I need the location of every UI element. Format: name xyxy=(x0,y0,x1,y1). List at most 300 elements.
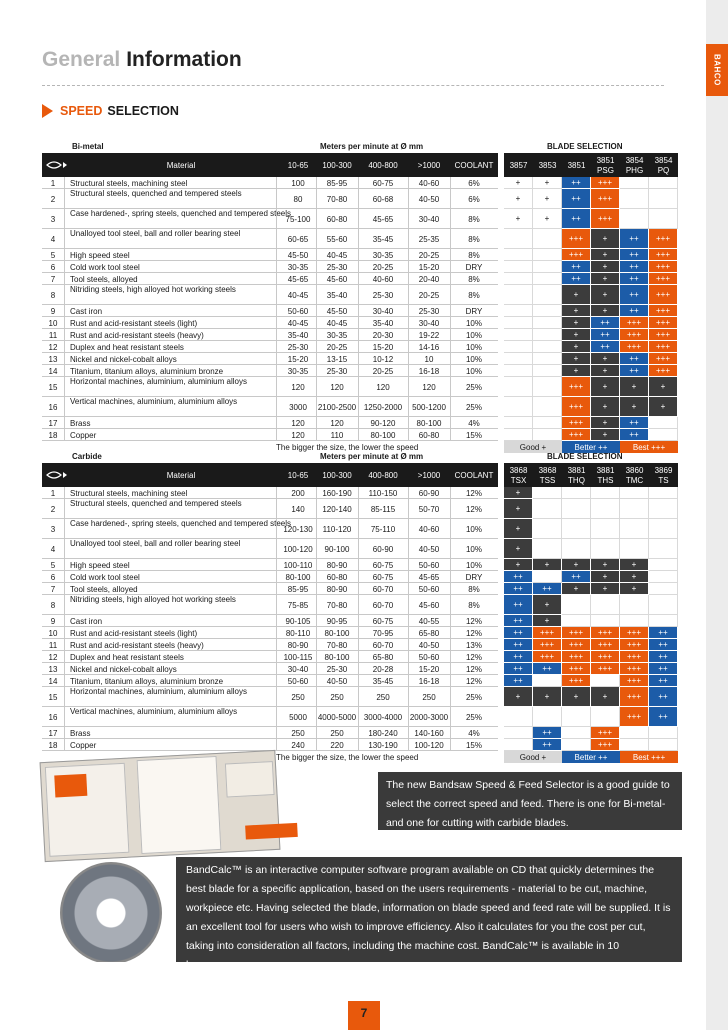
blade-rating-cell: +++ xyxy=(649,305,678,317)
row-number: 4 xyxy=(50,235,56,244)
material-name: Copper xyxy=(70,431,97,440)
col-separator xyxy=(358,727,359,738)
blade-rating-cell xyxy=(533,317,562,329)
blade-cells xyxy=(504,273,678,285)
col-separator xyxy=(450,377,451,396)
blade-rating-cell xyxy=(649,615,678,627)
title-bold: Information xyxy=(126,48,242,71)
speed-value: 8% xyxy=(468,601,480,610)
table-row xyxy=(42,417,682,429)
bimetal-header-row xyxy=(42,153,682,177)
blade-cells xyxy=(504,329,678,341)
speed-value: 2100-2500 xyxy=(317,403,357,412)
row-number: 14 xyxy=(48,367,58,376)
blade-rating-cell: ++ xyxy=(504,571,533,583)
blade-rating-cell xyxy=(533,249,562,261)
row-cells xyxy=(42,365,498,377)
blade-cells xyxy=(504,397,678,417)
blade-rating-cell: +++ xyxy=(649,365,678,377)
blade-rating-cell: + xyxy=(591,583,620,595)
speed-value: 1250-2000 xyxy=(363,403,403,412)
table-row xyxy=(42,365,682,377)
bimetal-footnote: The bigger the size, the lower the speed xyxy=(276,443,419,452)
material-name: Nitriding steels, high alloyed hot working steels xyxy=(70,285,236,294)
blade-rating-cell: +++ xyxy=(591,189,620,209)
col-separator xyxy=(316,595,317,614)
blade-rating-cell: ++ xyxy=(620,353,649,365)
col-separator xyxy=(276,687,277,706)
blade-cells xyxy=(504,429,678,441)
col-separator xyxy=(408,285,409,304)
col-separator xyxy=(64,249,65,260)
blade-rating-cell: ++ xyxy=(504,675,533,687)
col-separator xyxy=(276,353,277,364)
col-separator xyxy=(64,559,65,570)
col-separator xyxy=(276,615,277,626)
blade-rating-cell: + xyxy=(504,487,533,499)
col-separator xyxy=(316,571,317,582)
carbide-blade-col-code: THS xyxy=(597,476,614,485)
speed-value: 15% xyxy=(465,431,482,440)
blade-rating-cell: ++ xyxy=(562,273,591,285)
speed-value: 4% xyxy=(468,729,480,738)
speed-value: 8% xyxy=(468,251,480,260)
speed-value: 35-45 xyxy=(372,677,394,686)
blade-cells xyxy=(504,377,678,397)
blade-rating-cell: +++ xyxy=(649,261,678,273)
blade-rating-cell: ++ xyxy=(620,285,649,305)
speed-value: 12% xyxy=(465,677,482,686)
table-row xyxy=(42,273,682,285)
row-cells xyxy=(42,189,498,209)
col-separator xyxy=(408,559,409,570)
row-number: 13 xyxy=(48,665,58,674)
blade-rating-cell: + xyxy=(591,559,620,571)
speed-value: 6% xyxy=(468,179,480,188)
col-separator xyxy=(450,499,451,518)
speed-value: 110-120 xyxy=(322,525,352,534)
material-name: Case hardened-, spring steels, quenched and tempered steels xyxy=(70,209,292,218)
col-separator xyxy=(408,739,409,750)
speed-value: 250 xyxy=(291,693,305,702)
table-row xyxy=(42,209,682,229)
col-separator xyxy=(64,177,65,188)
speed-value: 10-12 xyxy=(372,355,394,364)
speed-value: 60-80 xyxy=(418,431,440,440)
blade-rating-cell xyxy=(620,615,649,627)
row-number: 16 xyxy=(48,713,58,722)
col-separator xyxy=(358,571,359,582)
speed-value: 14-16 xyxy=(418,343,440,352)
table-row xyxy=(42,675,682,687)
col-separator xyxy=(64,397,65,416)
blade-cells xyxy=(504,189,678,209)
cd-disc xyxy=(60,862,162,962)
row-number: 12 xyxy=(48,653,58,662)
blade-rating-cell xyxy=(533,571,562,583)
blade-rating-cell: +++ xyxy=(562,377,591,397)
row-cells xyxy=(42,519,498,539)
blade-rating-cell xyxy=(620,539,649,559)
material-name: Nitriding steels, high alloyed hot working steels xyxy=(70,595,236,604)
blade-rating-cell xyxy=(649,177,678,189)
blade-rating-cell: + xyxy=(562,305,591,317)
row-cells xyxy=(42,341,498,353)
blade-rating-cell xyxy=(504,261,533,273)
blade-rating-cell xyxy=(649,209,678,229)
carbide-blade-col-top: 3869 xyxy=(654,466,673,475)
speed-value: 6% xyxy=(468,195,480,204)
table-row xyxy=(42,519,682,539)
blade-cells xyxy=(504,519,678,539)
section-word-1: SPEED xyxy=(60,104,103,118)
speed-value: 250 xyxy=(330,729,344,738)
blade-rating-cell: + xyxy=(533,177,562,189)
blade-cells xyxy=(504,417,678,429)
col-separator xyxy=(358,209,359,228)
speed-value: 8% xyxy=(468,235,480,244)
blade-cells xyxy=(504,583,678,595)
speed-value: 8% xyxy=(468,215,480,224)
carbide-blade-col-code: TS xyxy=(658,476,669,485)
material-name: Vertical machines, aluminium, aluminium alloys xyxy=(70,707,238,716)
speed-value: 3000 xyxy=(289,403,307,412)
col-separator xyxy=(450,229,451,248)
blade-rating-cell xyxy=(504,229,533,249)
table-row xyxy=(42,707,682,727)
speed-value: 60-80 xyxy=(326,215,348,224)
carbide-footnote: The bigger the size, the lower the speed xyxy=(276,753,419,762)
carbide-legend-better: Better ++ xyxy=(562,751,620,763)
material-name: Cold work tool steel xyxy=(70,263,140,272)
table-row xyxy=(42,727,682,739)
speed-value: 40-60 xyxy=(418,179,440,188)
row-number: 5 xyxy=(50,561,56,570)
blade-rating-cell: +++ xyxy=(562,675,591,687)
speed-value: 60-75 xyxy=(372,179,394,188)
speed-value: 8% xyxy=(468,291,480,300)
blade-cells xyxy=(504,353,678,365)
speed-value: 50-60 xyxy=(418,653,440,662)
row-number: 15 xyxy=(48,693,58,702)
blade-rating-cell xyxy=(562,707,591,727)
col-separator xyxy=(316,177,317,188)
blade-rating-cell: + xyxy=(562,559,591,571)
blade-rating-cell xyxy=(504,377,533,397)
row-cells xyxy=(42,305,498,317)
speed-value: 25-30 xyxy=(326,367,348,376)
blade-rating-cell xyxy=(591,487,620,499)
col-separator xyxy=(316,317,317,328)
col-separator xyxy=(450,177,451,188)
col-separator xyxy=(316,397,317,416)
material-name: Horizontal machines, aluminium, aluminium alloys xyxy=(70,377,247,386)
blade-rating-cell: ++ xyxy=(591,317,620,329)
speed-value: 80-100 xyxy=(370,431,396,440)
blade-rating-cell: + xyxy=(562,329,591,341)
col-separator xyxy=(408,639,409,650)
carbide-col-header: 400-800 xyxy=(368,471,398,480)
carbide-legend-good: Good + xyxy=(504,751,562,763)
bimetal-col-header: 400-800 xyxy=(368,161,398,170)
row-cells xyxy=(42,377,498,397)
col-separator xyxy=(316,687,317,706)
blade-rating-cell: + xyxy=(504,687,533,707)
blade-rating-cell xyxy=(620,189,649,209)
col-separator xyxy=(276,305,277,316)
carbide-blade-col-top: 3868 xyxy=(509,466,528,475)
row-number: 7 xyxy=(50,585,56,594)
blade-rating-cell: + xyxy=(562,341,591,353)
blade-rating-cell: ++ xyxy=(649,663,678,675)
blade-rating-cell: +++ xyxy=(562,627,591,639)
row-cells xyxy=(42,353,498,365)
blade-rating-cell xyxy=(620,499,649,519)
col-separator xyxy=(276,707,277,726)
speed-value: 85-115 xyxy=(370,505,396,514)
col-separator xyxy=(276,727,277,738)
col-separator xyxy=(316,273,317,284)
col-separator xyxy=(316,305,317,316)
col-separator xyxy=(358,261,359,272)
blade-cells xyxy=(504,539,678,559)
col-separator xyxy=(316,663,317,674)
blade-rating-cell: + xyxy=(591,571,620,583)
table-row xyxy=(42,627,682,639)
blade-rating-cell: + xyxy=(620,559,649,571)
blade-cells xyxy=(504,707,678,727)
speed-value: 25% xyxy=(465,403,482,412)
speed-value: 40-50 xyxy=(418,641,440,650)
blade-rating-cell xyxy=(649,583,678,595)
speed-value: 70-80 xyxy=(326,641,348,650)
blade-rating-cell: + xyxy=(562,365,591,377)
speed-value: 60-70 xyxy=(372,641,394,650)
speed-value: 45-60 xyxy=(326,275,348,284)
blade-cells xyxy=(504,739,678,751)
row-cells xyxy=(42,209,498,229)
blade-cells xyxy=(504,341,678,353)
table-row xyxy=(42,615,682,627)
carbide-header-left xyxy=(42,463,498,487)
blade-rating-cell: + xyxy=(620,571,649,583)
speed-value: 20-25 xyxy=(326,343,348,352)
blade-rating-cell: ++ xyxy=(504,639,533,651)
blade-rating-cell: ++ xyxy=(533,663,562,675)
blade-rating-cell: + xyxy=(591,249,620,261)
blade-rating-cell: +++ xyxy=(562,663,591,675)
col-separator xyxy=(276,487,277,498)
col-separator xyxy=(408,487,409,498)
col-separator xyxy=(450,739,451,750)
blade-rating-cell: + xyxy=(591,261,620,273)
blade-rating-cell: ++ xyxy=(562,261,591,273)
blade-rating-cell xyxy=(620,209,649,229)
bimetal-col-header: >1000 xyxy=(417,161,441,170)
table-row xyxy=(42,341,682,353)
blade-rating-cell: ++ xyxy=(504,651,533,663)
speed-value: 2000-3000 xyxy=(409,713,449,722)
blade-rating-cell xyxy=(504,727,533,739)
speed-value: 10% xyxy=(465,343,482,352)
speed-value: 5000 xyxy=(289,713,307,722)
speed-value: 120 xyxy=(376,383,390,392)
material-name: Brass xyxy=(70,419,91,428)
carbide-table xyxy=(42,451,682,763)
blade-rating-cell xyxy=(504,739,533,751)
speed-value: 25% xyxy=(465,713,482,722)
col-separator xyxy=(358,285,359,304)
blade-rating-cell xyxy=(591,539,620,559)
blade-rating-cell: + xyxy=(591,377,620,397)
row-cells xyxy=(42,663,498,675)
col-separator xyxy=(64,353,65,364)
blade-cells xyxy=(504,571,678,583)
col-separator xyxy=(64,341,65,352)
col-separator xyxy=(358,627,359,638)
col-separator xyxy=(316,285,317,304)
blade-rating-cell xyxy=(533,329,562,341)
col-separator xyxy=(358,353,359,364)
col-separator xyxy=(316,739,317,750)
speed-value: 25-35 xyxy=(418,235,440,244)
col-separator xyxy=(64,663,65,674)
bimetal-blade-col-top: 3854 xyxy=(654,156,673,165)
col-separator xyxy=(64,317,65,328)
blade-rating-cell xyxy=(591,595,620,615)
speed-value: 120-140 xyxy=(322,505,352,514)
material-name: Duplex and heat resistant steels xyxy=(70,653,184,662)
speed-value: 40-45 xyxy=(326,251,348,260)
speed-value: 25-30 xyxy=(326,263,348,272)
speed-value: 45-50 xyxy=(326,307,348,316)
row-cells xyxy=(42,651,498,663)
col-separator xyxy=(408,317,409,328)
blade-rating-cell xyxy=(533,429,562,441)
col-separator xyxy=(358,583,359,594)
blade-rating-cell: + xyxy=(533,687,562,707)
speed-value: 25% xyxy=(465,693,482,702)
carbide-col-header: Material xyxy=(166,471,196,480)
speed-value: 100-120 xyxy=(283,545,313,554)
blade-rating-cell: +++ xyxy=(620,687,649,707)
bimetal-col-header: 10-65 xyxy=(287,161,309,170)
material-name: High speed steel xyxy=(70,561,130,570)
table-row xyxy=(42,539,682,559)
row-cells xyxy=(42,627,498,639)
col-separator xyxy=(408,329,409,340)
blade-rating-cell: +++ xyxy=(562,639,591,651)
blade-rating-cell: + xyxy=(591,353,620,365)
col-separator xyxy=(316,675,317,686)
speed-value: 3000-4000 xyxy=(363,713,403,722)
carbide-blade-col-code: TMC xyxy=(625,476,644,485)
material-name: Rust and acid-resistant steels (heavy) xyxy=(70,331,204,340)
blade-rating-cell xyxy=(649,539,678,559)
speed-value: 15-20 xyxy=(287,355,309,364)
speed-value: 110 xyxy=(330,431,344,440)
material-name: Nickel and nickel-cobalt alloys xyxy=(70,665,177,674)
row-number: 11 xyxy=(48,641,58,650)
blade-rating-cell: +++ xyxy=(620,639,649,651)
speed-value: 30-40 xyxy=(418,319,440,328)
speed-value: 250 xyxy=(291,729,305,738)
speed-value: 20-25 xyxy=(372,367,394,376)
blade-rating-cell: + xyxy=(504,499,533,519)
speed-value: 30-40 xyxy=(287,665,309,674)
material-name: Rust and acid-resistant steels (light) xyxy=(70,319,198,328)
blade-rating-cell: +++ xyxy=(649,329,678,341)
blade-rating-cell: + xyxy=(533,559,562,571)
blade-cells xyxy=(504,639,678,651)
blade-rating-cell: +++ xyxy=(562,229,591,249)
col-separator xyxy=(276,329,277,340)
col-separator xyxy=(358,651,359,662)
speed-value: 85-95 xyxy=(287,585,309,594)
blade-rating-cell: + xyxy=(649,397,678,417)
speed-value: 35-40 xyxy=(287,331,309,340)
col-separator xyxy=(450,727,451,738)
col-separator xyxy=(64,687,65,706)
table-row xyxy=(42,261,682,273)
blade-rating-cell xyxy=(533,487,562,499)
speed-value: 25-30 xyxy=(372,291,394,300)
speed-value: 120 xyxy=(330,383,344,392)
speed-value: 160-190 xyxy=(322,489,352,498)
blade-rating-cell xyxy=(649,189,678,209)
blade-rating-cell: +++ xyxy=(649,273,678,285)
col-separator xyxy=(450,615,451,626)
col-separator xyxy=(408,627,409,638)
col-separator xyxy=(276,663,277,674)
col-separator xyxy=(64,377,65,396)
col-separator xyxy=(316,651,317,662)
blade-rating-cell xyxy=(620,519,649,539)
col-separator xyxy=(450,627,451,638)
blade-rating-cell: ++ xyxy=(620,273,649,285)
blade-rating-cell xyxy=(620,487,649,499)
speed-value: 12% xyxy=(465,629,482,638)
col-separator xyxy=(358,687,359,706)
table-row xyxy=(42,177,682,189)
col-separator xyxy=(450,707,451,726)
col-separator xyxy=(64,273,65,284)
speed-value: 60-90 xyxy=(418,489,440,498)
speed-value: 120 xyxy=(291,419,305,428)
blade-rating-cell: +++ xyxy=(649,317,678,329)
row-cells xyxy=(42,687,498,707)
table-row xyxy=(42,487,682,499)
blade-rating-cell: +++ xyxy=(591,739,620,751)
col-separator xyxy=(450,663,451,674)
blade-rating-cell: +++ xyxy=(591,727,620,739)
material-name: Nickel and nickel-cobalt alloys xyxy=(70,355,177,364)
col-separator xyxy=(316,377,317,396)
col-separator xyxy=(316,209,317,228)
blade-rating-cell: ++ xyxy=(620,365,649,377)
speed-value: 90-95 xyxy=(326,617,348,626)
speed-value: 20-30 xyxy=(372,331,394,340)
col-separator xyxy=(64,209,65,228)
speed-value: 12% xyxy=(465,505,482,514)
blade-rating-cell xyxy=(562,499,591,519)
bimetal-legend-best: Best +++ xyxy=(620,441,678,453)
col-separator xyxy=(64,417,65,428)
row-number: 2 xyxy=(50,505,56,514)
carbide-blade-col-top: 3881 xyxy=(596,466,615,475)
blade-rating-cell xyxy=(649,499,678,519)
blade-rating-cell: + xyxy=(504,559,533,571)
